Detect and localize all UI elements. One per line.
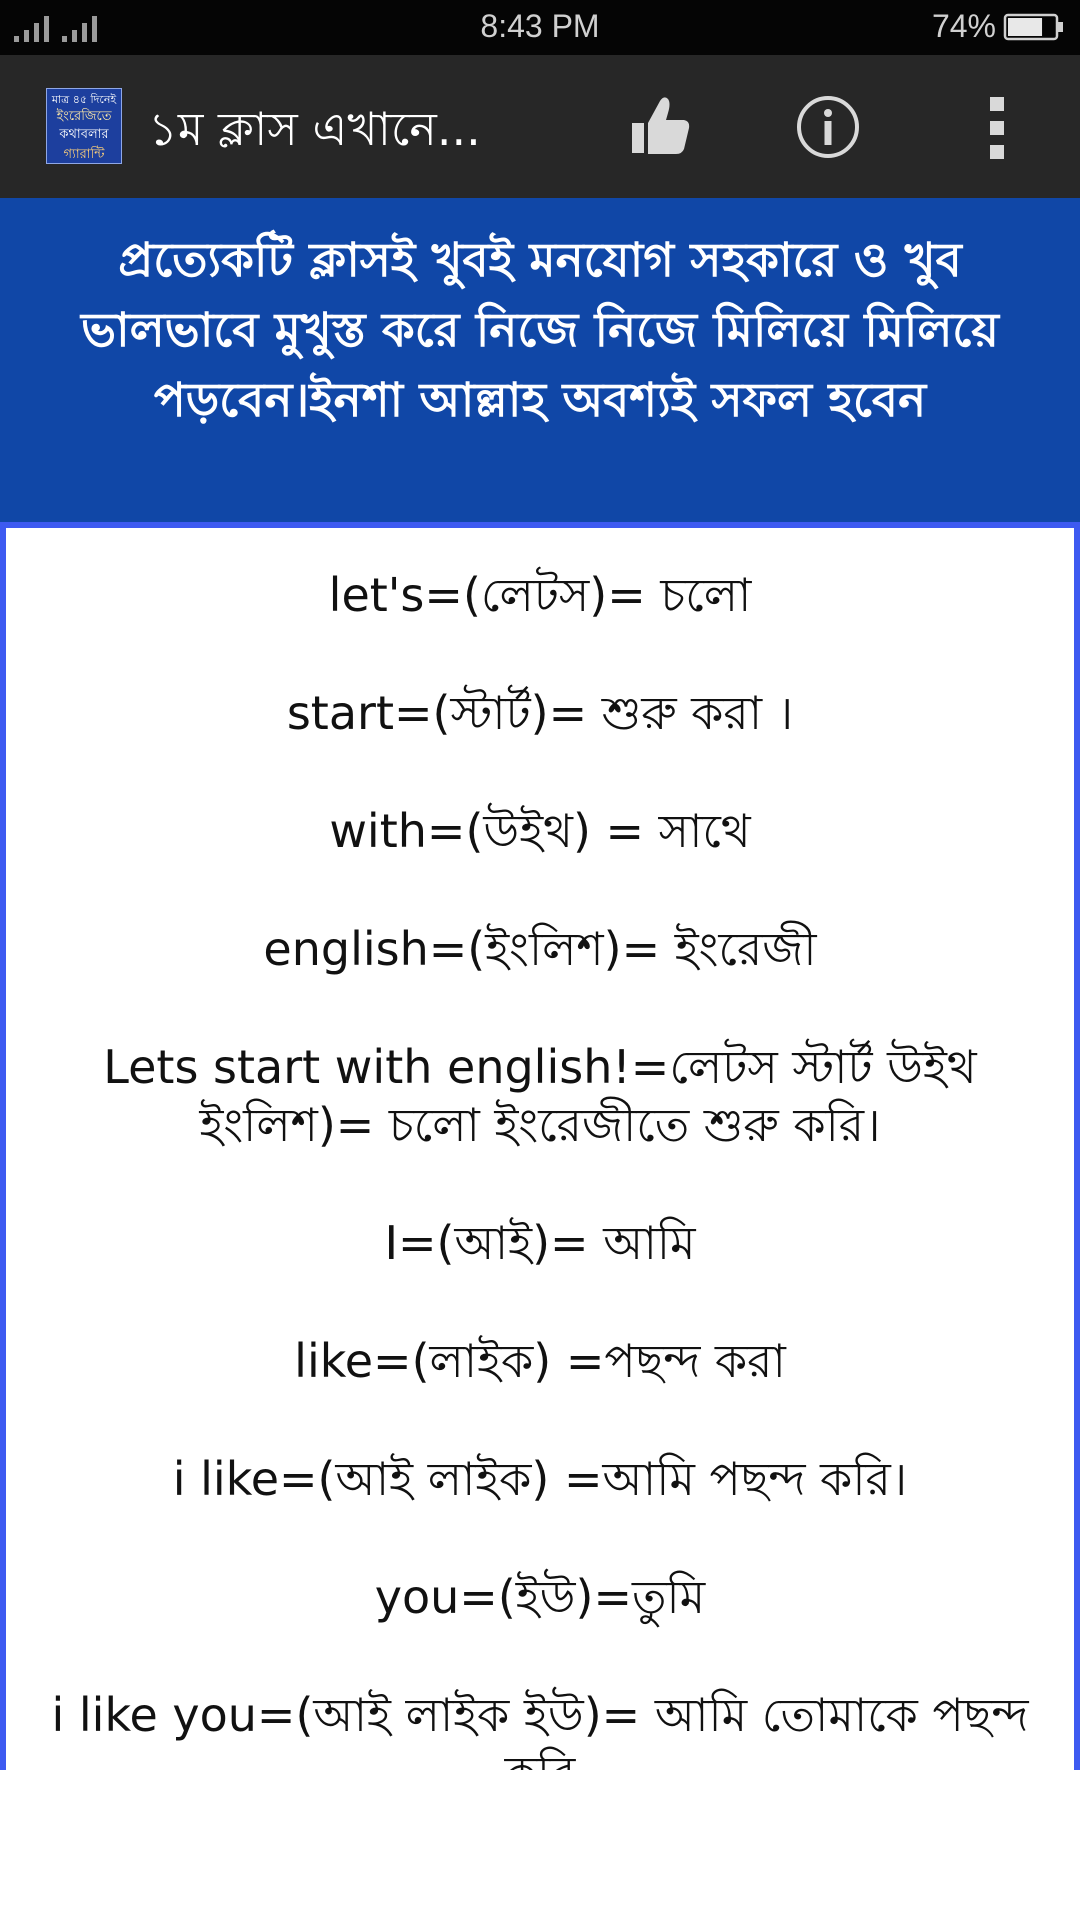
status-bar	[0, 0, 1080, 55]
lesson-entry: i like=(আই লাইক) =আমি পছন্দ করি।	[172, 1452, 908, 1506]
lesson-entry: I=(আই)= আমি	[384, 1216, 696, 1270]
notice-banner	[0, 198, 1080, 522]
app-logo	[46, 88, 122, 164]
banner-text: প্রত্যেকটি ক্লাসই খুবই মনযোগ সহকারে ও খুব ভালভাবে মুখুস্ত করে নিজে নিজে মিলিয়ে মিলিয়ে পড়বেন।ইনশা আল্লাহ অবশ্যই সফল হবেন	[81, 233, 999, 428]
app-bar	[0, 55, 1080, 198]
lesson-entry: let's=(লেটস)= চলো	[328, 568, 752, 622]
lesson-entry: with=(উইথ) = সাথে	[329, 804, 751, 858]
logo-line-2: ইংরেজিতে	[56, 109, 112, 124]
logo-line-4: গ্যারান্টি	[63, 147, 105, 162]
lesson-entry: like=(লাইক) =পছন্দ করা	[294, 1334, 786, 1388]
info-icon[interactable]	[796, 95, 860, 159]
lesson-entry: you=(ইউ)=তুমি	[374, 1570, 706, 1624]
thumbs-up-icon[interactable]	[626, 93, 692, 159]
battery-icon	[1004, 13, 1064, 41]
lesson-entry: english=(ইংলিশ)= ইংরেজী	[263, 922, 817, 976]
lesson-entry: Lets start with english!=লেটস স্টার্ট উইথ ইংলিশ)= চলো ইংরেজীতে শুরু করি।	[103, 1040, 977, 1152]
lesson-entry: start=(স্টার্ট)= শুরু করা ।	[286, 686, 794, 740]
lesson-content[interactable]	[0, 522, 1080, 1770]
logo-line-1: মাত্র ৪৫ দিনেই	[51, 93, 117, 106]
bottom-blank-area	[0, 1770, 1080, 1920]
status-time: 8:43 PM	[480, 8, 600, 44]
lesson-entry: i like you=(আই লাইক ইউ)= আমি তোমাকে পছন্দ	[51, 1688, 1029, 1742]
app-title: ১ম ক্লাস এখানে...	[148, 102, 481, 156]
logo-line-3: কথাবলার	[59, 127, 109, 142]
overflow-menu-icon[interactable]	[982, 95, 1012, 161]
battery-percentage: 74%	[931, 8, 996, 44]
